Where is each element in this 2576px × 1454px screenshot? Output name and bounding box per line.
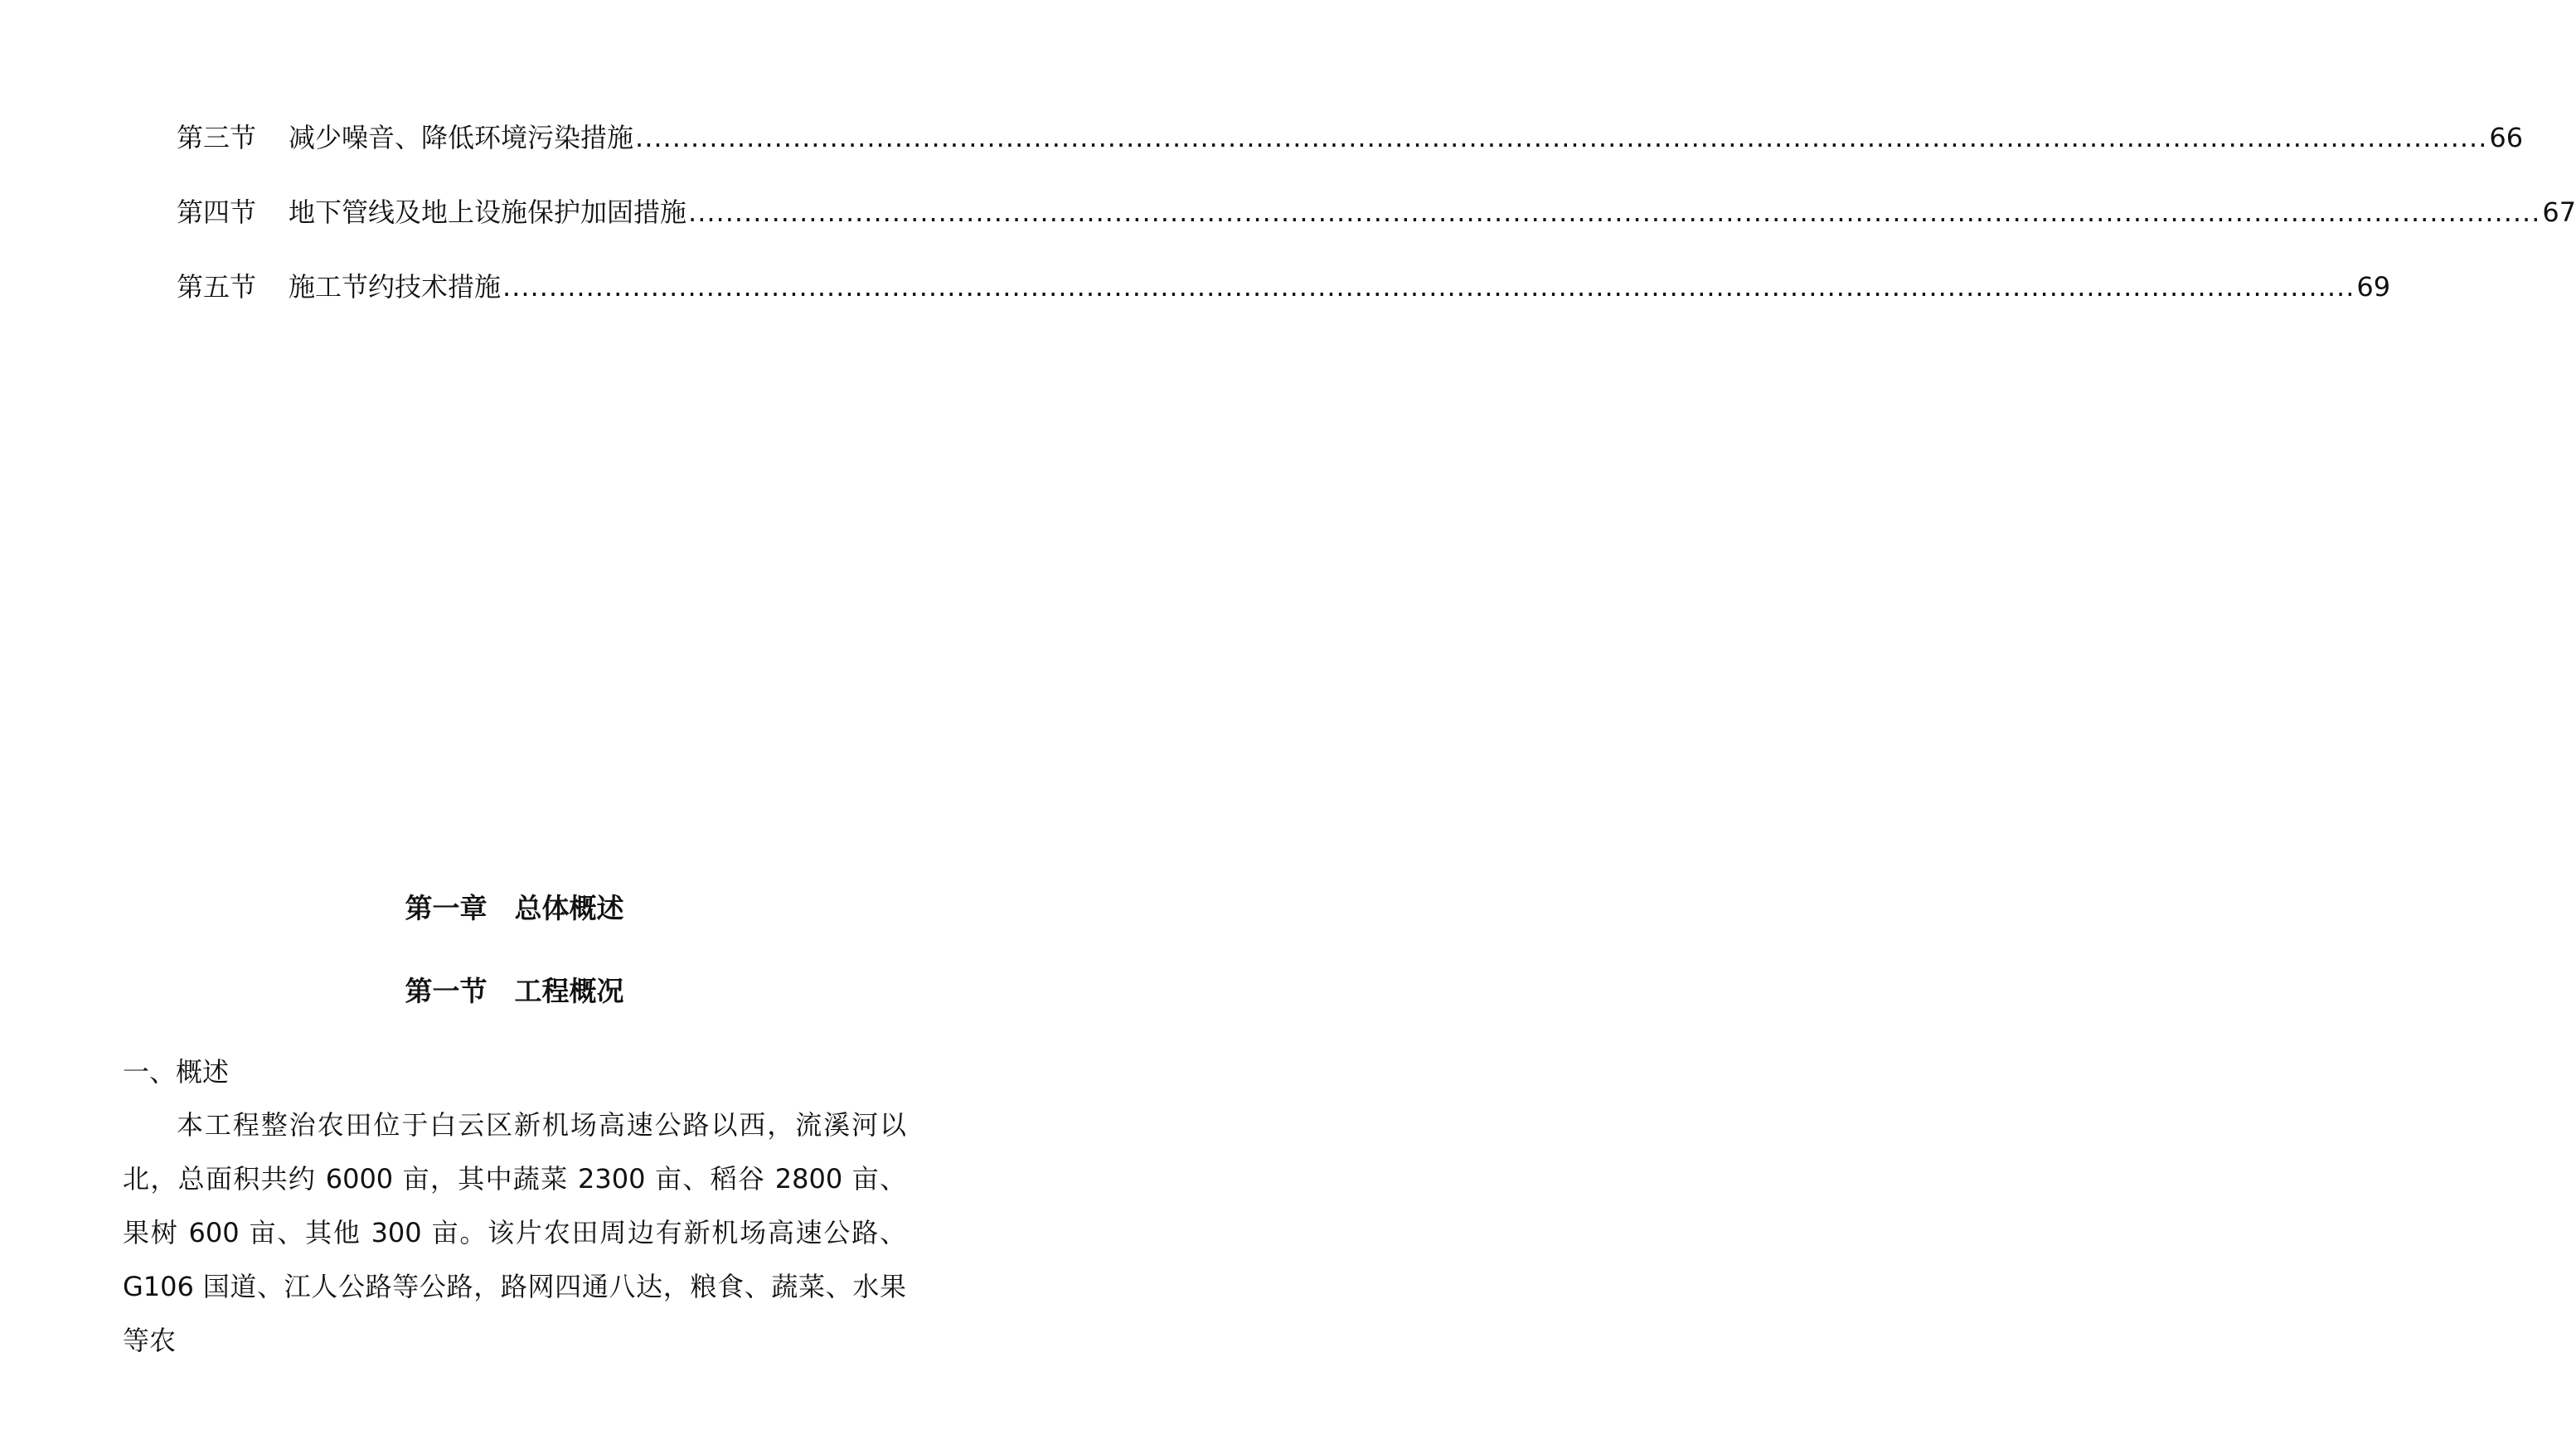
chapter-title: 第一章 总体概述: [405, 892, 624, 924]
toc-entry-title: 地下管线及地上设施保护加固措施: [289, 196, 687, 228]
toc-entry-page: 67: [2542, 196, 2576, 228]
toc-dot-leader: ........................................................................................................................................................................................................: [688, 196, 2541, 228]
toc-entry-page: 66: [2489, 122, 2524, 153]
toc-entry-number: 第四节: [177, 196, 257, 228]
subsection-heading: 一、概述: [123, 1056, 230, 1088]
toc-entry-page: 69: [2356, 271, 2391, 303]
toc-entry-number: 第三节: [177, 122, 257, 153]
toc-entry-title: 施工节约技术措施: [289, 271, 502, 303]
toc-entry[interactable]: [177, 189, 2576, 264]
toc-dot-leader: ........................................................................................................................................................................................................: [635, 122, 2488, 153]
table-of-contents: [177, 114, 2576, 338]
toc-entry-number: 第五节: [177, 271, 257, 303]
toc-entry[interactable]: [177, 264, 2391, 338]
toc-dot-leader: ........................................................................................................................................................................................................: [502, 271, 2355, 303]
body-paragraph: 本工程整治农田位于白云区新机场高速公路以西，流溪河以北，总面积共约 6000 亩，其中蔬菜 2300 亩、稻谷 2800 亩、果树 600 亩、其他 300 亩。该片农田周边有新机场高速公路、G106 国道、江人公路等公路，路网四通八达，粮食、蔬菜、水果等农: [123, 1109, 906, 1356]
toc-entry-title: 减少噪音、降低环境污染措施: [289, 122, 634, 153]
section-title: 第一节 工程概况: [405, 975, 624, 1007]
toc-entry[interactable]: [177, 114, 2524, 189]
